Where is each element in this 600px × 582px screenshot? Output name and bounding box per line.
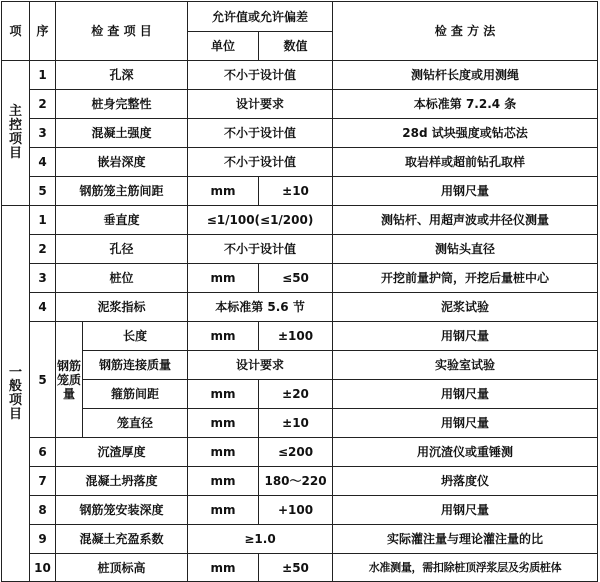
row-method: 用沉渣仪或重锤测 (333, 438, 598, 467)
row-method: 测钻杆长度或用测绳 (333, 61, 598, 90)
row-method: 测钻杆、用超声波或井径仪测量 (333, 206, 598, 235)
row-value: ±10 (259, 177, 333, 206)
row-item: 孔深 (56, 61, 188, 90)
row-value: ≥1.0 (188, 525, 333, 554)
row-unit: mm (188, 322, 259, 351)
row-unit: mm (188, 467, 259, 496)
table-row (2, 177, 598, 206)
row-unit: mm (188, 380, 259, 409)
row-value: 不小于设计值 (188, 119, 333, 148)
row-value: 不小于设计值 (188, 235, 333, 264)
row-value: ≤1/100(≤1/200) (188, 206, 333, 235)
row-item: 混凝土强度 (56, 119, 188, 148)
header-item: 检 查 项 目 (56, 2, 188, 61)
row-number: 2 (30, 90, 56, 119)
row-item: 桩顶标高 (56, 554, 188, 582)
row-number: 10 (30, 554, 56, 582)
row-item: 钢筋笼安装深度 (56, 496, 188, 525)
row-item: 长度 (83, 322, 188, 351)
row-item: 钢筋连接质量 (83, 351, 188, 380)
row-unit: mm (188, 554, 259, 582)
row-method: 取岩样或超前钻孔取样 (333, 148, 598, 177)
row-item: 钢筋笼主筋间距 (56, 177, 188, 206)
row-item: 垂直度 (56, 206, 188, 235)
table-row (2, 322, 598, 351)
row-number: 4 (30, 293, 56, 322)
row-value: 不小于设计值 (188, 61, 333, 90)
row-unit: mm (188, 264, 259, 293)
row-unit: mm (188, 496, 259, 525)
row-value: ±50 (259, 554, 333, 582)
row-value: ±100 (259, 322, 333, 351)
row-value: 设计要求 (188, 351, 333, 380)
row-method: 测钻头直径 (333, 235, 598, 264)
inspection-table (1, 1, 598, 582)
row-unit: mm (188, 409, 259, 438)
row-method: 坍落度仪 (333, 467, 598, 496)
row-item: 沉渣厚度 (56, 438, 188, 467)
row-number: 8 (30, 496, 56, 525)
row-number: 1 (30, 61, 56, 90)
row-method: 用钢尺量 (333, 177, 598, 206)
header-row-1 (2, 2, 598, 32)
group-cage-quality: 钢筋笼质量 (56, 322, 83, 438)
row-number: 3 (30, 264, 56, 293)
row-item: 桩位 (56, 264, 188, 293)
header-category: 项 (2, 2, 30, 61)
row-item: 孔径 (56, 235, 188, 264)
table-row (2, 119, 598, 148)
row-value: ≤200 (259, 438, 333, 467)
row-item: 泥浆指标 (56, 293, 188, 322)
row-number: 7 (30, 467, 56, 496)
table-row (2, 264, 598, 293)
header-number: 序 (30, 2, 56, 61)
table-row (2, 351, 598, 380)
row-method: 水准测量，需扣除桩顶浮浆层及劣质桩体 (333, 554, 598, 582)
row-method: 用钢尺量 (333, 380, 598, 409)
row-number: 3 (30, 119, 56, 148)
table-row (2, 438, 598, 467)
row-value: 不小于设计值 (188, 148, 333, 177)
row-number: 4 (30, 148, 56, 177)
table-row (2, 293, 598, 322)
row-value: ±10 (259, 409, 333, 438)
table-row (2, 235, 598, 264)
row-item: 箍筋间距 (83, 380, 188, 409)
row-method: 实验室试验 (333, 351, 598, 380)
row-method: 用钢尺量 (333, 322, 598, 351)
group-general: 一般项目 (2, 206, 30, 582)
row-number: 5 (30, 322, 56, 438)
row-number: 6 (30, 438, 56, 467)
row-method: 开挖前量护筒，开挖后量桩中心 (333, 264, 598, 293)
row-item: 笼直径 (83, 409, 188, 438)
row-item: 混凝土坍落度 (56, 467, 188, 496)
row-method: 泥浆试验 (333, 293, 598, 322)
table-row (2, 61, 598, 90)
table-row (2, 90, 598, 119)
table-row (2, 148, 598, 177)
row-number: 1 (30, 206, 56, 235)
row-number: 2 (30, 235, 56, 264)
row-method: 本标准第 7.2.4 条 (333, 90, 598, 119)
row-method: 28d 试块强度或钻芯法 (333, 119, 598, 148)
header-value: 数值 (259, 32, 333, 61)
row-value: +100 (259, 496, 333, 525)
row-method: 实际灌注量与理论灌注量的比 (333, 525, 598, 554)
table-row (2, 380, 598, 409)
table-row (2, 206, 598, 235)
row-value: 设计要求 (188, 90, 333, 119)
row-number: 5 (30, 177, 56, 206)
row-item: 嵌岩深度 (56, 148, 188, 177)
row-value: 本标准第 5.6 节 (188, 293, 333, 322)
row-method: 用钢尺量 (333, 409, 598, 438)
row-value: ≤50 (259, 264, 333, 293)
table-row (2, 467, 598, 496)
row-unit: mm (188, 438, 259, 467)
row-item: 桩身完整性 (56, 90, 188, 119)
header-unit: 单位 (188, 32, 259, 61)
row-number: 9 (30, 525, 56, 554)
group-main-control: 主控项目 (2, 61, 30, 206)
row-method: 用钢尺量 (333, 496, 598, 525)
row-value: ±20 (259, 380, 333, 409)
table-row (2, 409, 598, 438)
row-item: 混凝土充盈系数 (56, 525, 188, 554)
table-row (2, 554, 598, 582)
table-row (2, 496, 598, 525)
header-method: 检 查 方 法 (333, 2, 598, 61)
row-value: 180～220 (259, 467, 333, 496)
table-row (2, 525, 598, 554)
header-allowance: 允许值或允许偏差 (188, 2, 333, 32)
row-unit: mm (188, 177, 259, 206)
